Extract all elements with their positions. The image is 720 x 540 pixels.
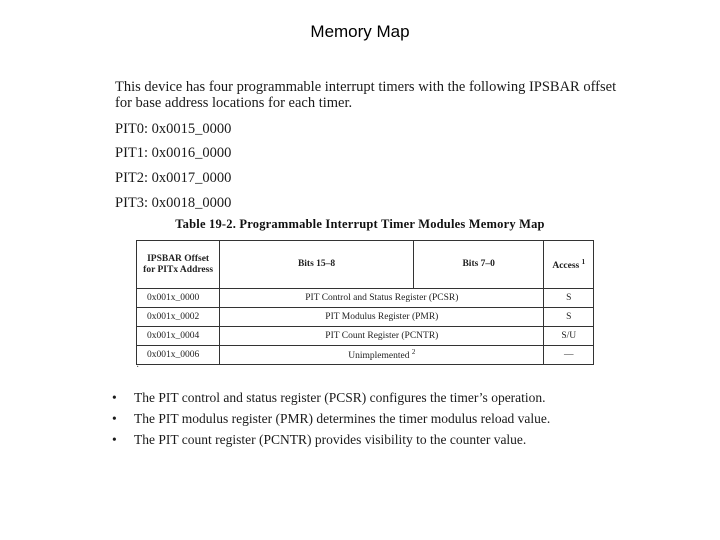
row-offset: 0x001x_0006 <box>137 346 220 365</box>
row-register <box>220 346 544 365</box>
table-row <box>137 308 594 327</box>
row-access: S <box>544 308 594 327</box>
bullet-list <box>112 390 550 453</box>
table-caption: Table 19-2. Programmable Interrupt Timer Modules Memory Map <box>175 217 545 231</box>
pit0-address: PIT0: 0x0015_0000 <box>115 121 232 137</box>
table-footnote-mark: · <box>136 362 140 373</box>
bullet-icon: • <box>112 411 117 426</box>
row-offset: 0x001x_0004 <box>137 327 220 346</box>
row-access: — <box>544 346 594 365</box>
row-access: S <box>544 289 594 308</box>
row-register: PIT Control and Status Register (PCSR) <box>220 289 544 308</box>
bullet-icon: • <box>112 432 117 447</box>
table-header-row <box>137 241 594 289</box>
pit1-address: PIT1: 0x0016_0000 <box>115 145 232 161</box>
header-bits-7-0: Bits 7–0 <box>413 241 544 289</box>
memory-map-table <box>136 240 594 365</box>
header-offset: IPSBAR Offset for PITx Address <box>137 241 220 289</box>
row-offset: 0x001x_0000 <box>137 289 220 308</box>
row-offset: 0x001x_0002 <box>137 308 220 327</box>
pit3-address: PIT3: 0x0018_0000 <box>115 195 232 211</box>
pit2-address: PIT2: 0x0017_0000 <box>115 170 232 186</box>
bullet-text: The PIT control and status register (PCSR) configures the timer’s operation. <box>134 390 546 405</box>
header-access-label: Access <box>552 261 580 272</box>
bullet-text: The PIT modulus register (PMR) determines the timer modulus reload value. <box>134 411 551 426</box>
bullet-icon: • <box>112 390 117 405</box>
header-bits-15-8: Bits 15–8 <box>220 241 414 289</box>
table-row <box>137 346 594 365</box>
table-row <box>137 327 594 346</box>
row-register-label: Unimplemented <box>348 351 410 362</box>
row-register-footnote: 2 <box>411 348 416 357</box>
header-access-footnote: 1 <box>581 257 586 266</box>
row-register: PIT Modulus Register (PMR) <box>220 308 544 327</box>
intro-paragraph: This device has four programmable interrupt timers with the following IPSBAR offset for base address locations for each timer. <box>115 79 617 111</box>
list-item <box>112 411 550 432</box>
row-register: PIT Count Register (PCNTR) <box>220 327 544 346</box>
bullet-text: The PIT count register (PCNTR) provides visibility to the counter value. <box>134 432 527 447</box>
list-item <box>112 390 550 411</box>
list-item <box>112 432 550 453</box>
table-row <box>137 289 594 308</box>
header-access <box>544 241 594 289</box>
page-title: Memory Map <box>310 22 410 41</box>
row-access: S/U <box>544 327 594 346</box>
